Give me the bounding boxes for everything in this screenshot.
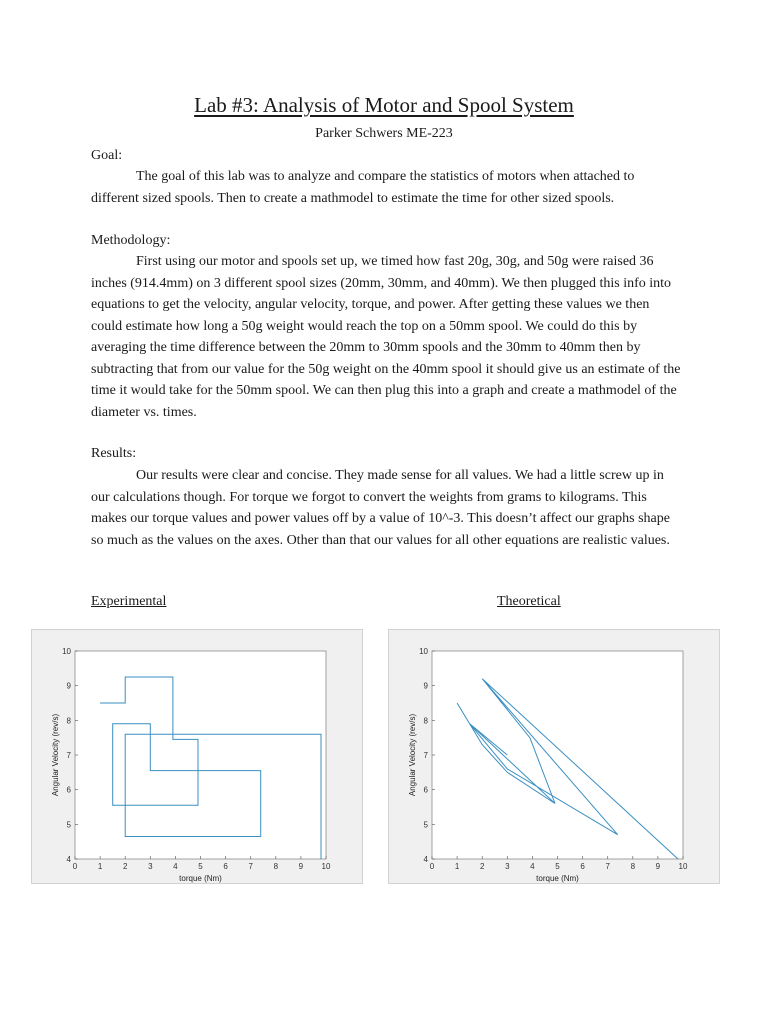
- x-tick-label: 4: [173, 862, 178, 871]
- y-tick-label: 9: [66, 681, 71, 691]
- author-line: Parker Schwers ME-223: [315, 126, 453, 141]
- x-tick-label: 9: [655, 862, 661, 871]
- y-axis-label: Angular Velocity (rev/s): [408, 713, 417, 797]
- experimental-chart: [32, 630, 364, 885]
- x-tick-label: 1: [454, 862, 460, 871]
- x-tick-label: 3: [148, 862, 153, 871]
- x-tick-label: 2: [479, 862, 485, 871]
- plot-area: [432, 651, 683, 859]
- x-tick-label: 3: [505, 862, 510, 871]
- x-tick-label: 8: [630, 862, 636, 871]
- x-tick-label: 7: [248, 862, 253, 871]
- y-tick-label: 4: [66, 855, 71, 864]
- y-tick-label: 6: [423, 785, 428, 795]
- y-tick-label: 10: [62, 647, 71, 656]
- x-tick-label: 10: [321, 862, 331, 871]
- x-axis-label: torque (Nm): [179, 874, 222, 883]
- y-tick-label: 8: [423, 716, 428, 726]
- methodology-paragraph: First using our motor and spools set up, we timed how fast 20g, 30g, and 50g were raised 36 inches (914.4mm) on 3 different spool sizes (20mm, 30mm, and 40mm). We then plugged this info into equations to get the velocity, angular velocity, torque, and power. After getting these values we then could estimate how long a 50g weight would reach the top on a 50mm spool. We could do this by averaging the time difference between the 20mm to 30mm spools and the 30mm to 40mm then by subtracting that from our value for the 50g weight on the 40mm spool it should give us an estimate of the time it would take for the 50mm spool. We can then plug this into a graph and create a mathmodel of the diameter vs. times.: [91, 254, 681, 420]
- x-tick-label: 5: [198, 862, 203, 871]
- y-tick-label: 6: [66, 785, 71, 795]
- experimental-label: Experimental: [91, 594, 167, 609]
- y-tick-label: 5: [423, 820, 428, 830]
- y-tick-label: 8: [66, 716, 71, 726]
- x-tick-label: 10: [678, 862, 688, 871]
- x-tick-label: 6: [580, 862, 585, 871]
- theoretical-label: Theoretical: [497, 594, 561, 609]
- x-tick-label: 0: [429, 862, 435, 871]
- y-tick-label: 5: [66, 820, 71, 830]
- x-tick-label: 6: [223, 862, 228, 871]
- y-tick-label: 7: [66, 751, 71, 760]
- results-heading: Results:: [91, 446, 137, 461]
- y-tick-label: 10: [419, 647, 428, 656]
- x-tick-label: 8: [273, 862, 279, 871]
- theoretical-chart: [389, 630, 721, 885]
- goal-paragraph: The goal of this lab was to analyze and compare the statistics of motors when attached to different sized spools. Then to create a mathmodel to estimate the time for other sized spools.: [91, 169, 635, 206]
- x-tick-label: 9: [298, 862, 304, 871]
- x-tick-label: 4: [530, 862, 535, 871]
- x-tick-label: 2: [122, 862, 128, 871]
- goal-heading: Goal:: [91, 148, 123, 163]
- y-axis-label: Angular Velocity (rev/s): [51, 713, 60, 797]
- x-tick-label: 5: [555, 862, 560, 871]
- x-tick-label: 1: [97, 862, 103, 871]
- report-title: Lab #3: Analysis of Motor and Spool System: [194, 93, 574, 117]
- theoretical-figure: [388, 629, 720, 884]
- y-tick-label: 4: [423, 855, 428, 864]
- methodology-heading: Methodology:: [91, 233, 171, 248]
- y-tick-label: 7: [423, 751, 428, 760]
- x-tick-label: 7: [605, 862, 610, 871]
- y-tick-label: 9: [423, 681, 428, 691]
- results-paragraph: Our results were clear and concise. They made sense for all values. We had a little screw up in our calculations though. For torque we forgot to convert the weights from grams to kilograms. This makes our torque values and power values off by a value of 10^-3. This doesn’t affect our graphs shape so much as the values on the axes. Other than that our values for all other equations are realistic values.: [91, 468, 670, 548]
- x-axis-label: torque (Nm): [536, 874, 579, 883]
- experimental-figure: [31, 629, 363, 884]
- x-tick-label: 0: [72, 862, 78, 871]
